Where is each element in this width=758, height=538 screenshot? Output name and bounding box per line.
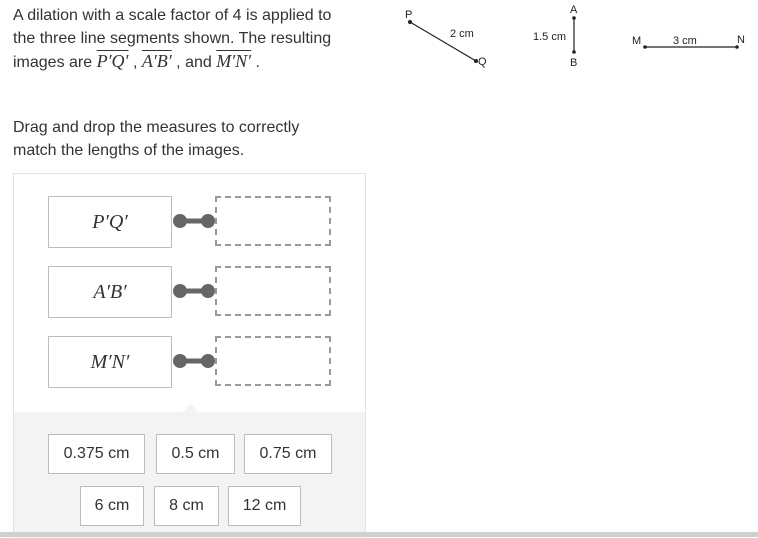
instructions-line-1: Drag and drop the measures to correctly bbox=[13, 119, 300, 136]
prompt-line-1: A dilation with a scale factor of 4 is applied to bbox=[13, 7, 332, 24]
segment-pq bbox=[405, 9, 487, 68]
point-m-label: M bbox=[632, 35, 642, 47]
choice-chip[interactable]: 0.75 cm bbox=[244, 434, 332, 474]
choice-chip[interactable]: 0.5 cm bbox=[156, 434, 235, 474]
target-label-ab: A′B′ bbox=[48, 266, 172, 318]
point-p-label: P bbox=[405, 9, 413, 21]
pq-length-label: 2 cm bbox=[450, 28, 474, 40]
match-row-ab bbox=[48, 266, 348, 318]
drop-zone-ab[interactable] bbox=[215, 266, 331, 316]
point-b-label: B bbox=[570, 57, 578, 69]
point-n-label: N bbox=[737, 34, 745, 46]
choice-chip[interactable]: 12 cm bbox=[228, 486, 301, 526]
separator-1: , bbox=[132, 54, 138, 71]
separator-2: , and bbox=[176, 54, 212, 71]
drag-drop-panel bbox=[13, 173, 366, 537]
match-row-mn bbox=[48, 336, 348, 388]
point-a-label: A bbox=[570, 4, 578, 16]
ab-length-label: 1.5 cm bbox=[533, 31, 567, 43]
choice-chip[interactable]: 0.375 cm bbox=[48, 434, 145, 474]
point-q-label: Q bbox=[478, 56, 487, 68]
segment-ab bbox=[533, 4, 578, 69]
question-prompt bbox=[13, 4, 363, 74]
tray-pointer bbox=[182, 404, 200, 413]
prompt-line-3-lead: images are bbox=[13, 54, 93, 71]
drop-zone-mn[interactable] bbox=[215, 336, 331, 386]
choice-chip[interactable]: 6 cm bbox=[80, 486, 144, 526]
connector-icon bbox=[172, 213, 216, 229]
connector-icon bbox=[172, 283, 216, 299]
segments-figure bbox=[395, 0, 758, 80]
segment-mn bbox=[632, 34, 745, 49]
instructions bbox=[13, 116, 343, 162]
choice-chip[interactable]: 8 cm bbox=[154, 486, 219, 526]
bottom-scrollbar[interactable] bbox=[0, 532, 758, 537]
target-label-mn: M′N′ bbox=[48, 336, 172, 388]
connector-icon bbox=[172, 353, 216, 369]
prompt-line-2: the three line segments shown. The resulting bbox=[13, 30, 332, 47]
target-label-pq: P′Q′ bbox=[48, 196, 172, 248]
segment-pq-image: P′Q′ bbox=[96, 51, 129, 71]
match-row-pq bbox=[48, 196, 348, 248]
segment-mn-image: M′N′ bbox=[216, 51, 252, 71]
segments-diagram bbox=[395, 0, 758, 80]
instructions-line-2: match the lengths of the images. bbox=[13, 142, 245, 159]
prompt-line-3 bbox=[13, 50, 363, 74]
prompt-period: . bbox=[255, 54, 260, 71]
segment-ab-image: A′B′ bbox=[141, 51, 172, 71]
choices-tray bbox=[14, 412, 365, 538]
drop-zone-pq[interactable] bbox=[215, 196, 331, 246]
mn-length-label: 3 cm bbox=[673, 35, 697, 47]
